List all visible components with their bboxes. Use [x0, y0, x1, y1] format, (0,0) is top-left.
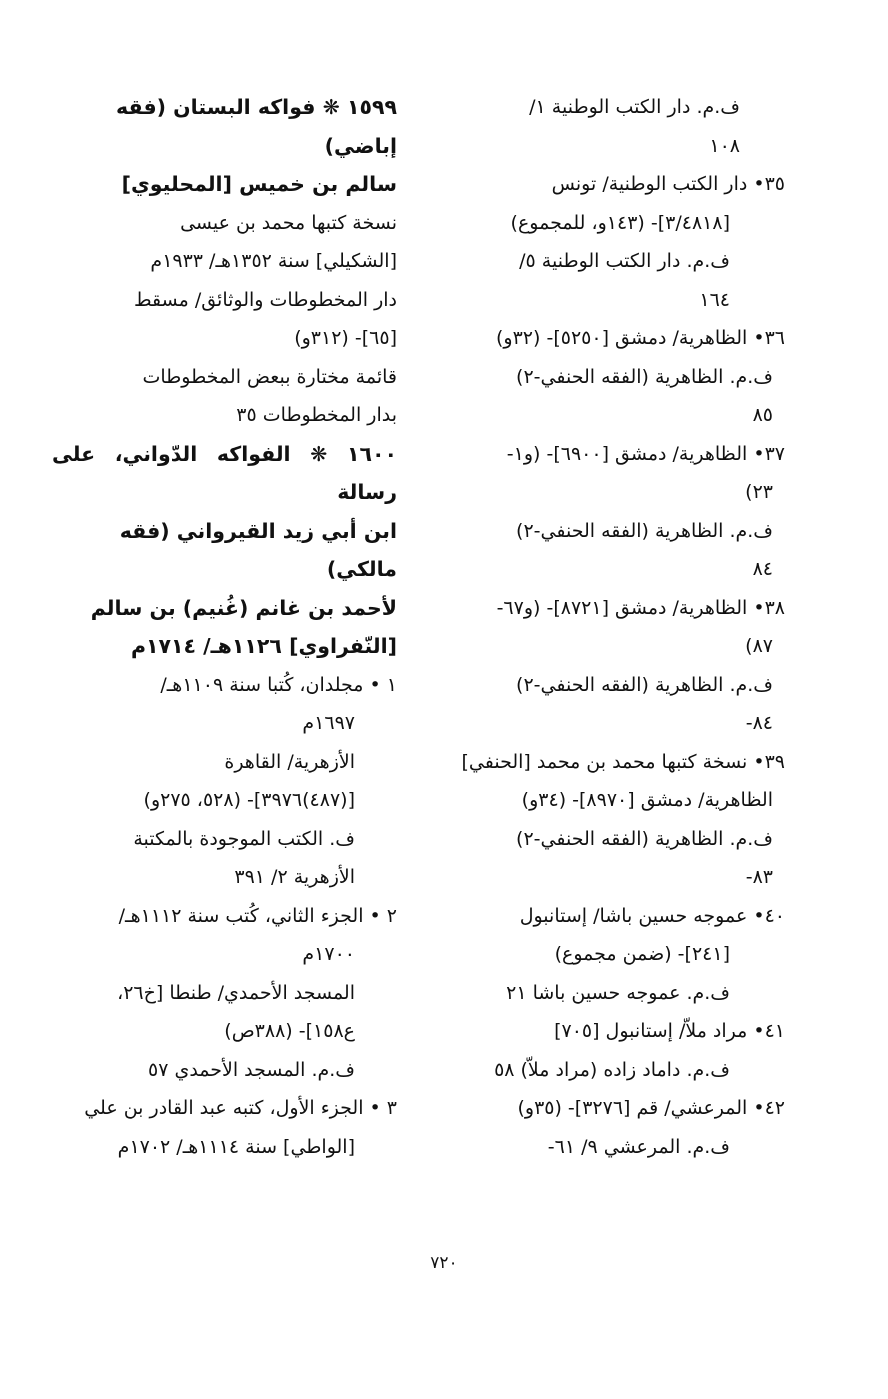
left-column-line: لأحمد بن غانم (غُنيم) بن سالم [90, 595, 397, 620]
right-column-line: ف.م. عموجه حسين باشا ٢١ [506, 981, 730, 1004]
right-column-line: ٣٨• الظاهرية/ دمشق [٨٧٢١]- (و٦٧- [496, 596, 785, 619]
left-column-line: الأزهرية ٢/ ٣٩١ [234, 866, 355, 888]
right-column-line: ف.م. الظاهرية (الفقه الحنفي-٢) [516, 827, 773, 850]
left-column-line: ١٥٩٩ ❋ فواكه البستان (فقه [116, 95, 397, 119]
right-column-line: ٨٥ [752, 404, 773, 426]
right-column-line: ف.م. الظاهرية (الفقه الحنفي-٢) [516, 365, 773, 388]
left-column-line: [(٤٨٧)٣٩٧٦]- (٥٢٨، ٢٧٥و) [143, 789, 355, 811]
left-column-line: المسجد الأحمدي/ طنطا [خ٢٦، [117, 981, 355, 1004]
left-column-line: دار المخطوطات والوثائق/ مسقط [134, 288, 397, 311]
left-column-line: [الشكيلي] سنة ١٣٥٢هـ/ ١٩٣٣م [150, 250, 397, 272]
left-column-line: ١٦٩٧م [302, 712, 355, 734]
left-column-line: [النّفراوي] ١١٢٦هـ/ ١٧١٤م [130, 634, 397, 658]
right-column-line: ف.م. الظاهرية (الفقه الحنفي-٢) [516, 519, 773, 542]
right-column-line: ٨٣- [745, 866, 773, 888]
right-column-line: [٣/٤٨١٨]- (١٤٣و، للمجموع) [510, 211, 730, 234]
right-column-line: ١٦٤ [699, 288, 730, 311]
left-column-line: بدار المخطوطات ٣٥ [236, 404, 397, 426]
right-column-line: ٨٤- [745, 712, 773, 734]
right-column-line: ٤١• مراد ملاّ/ إستانبول [٧٠٥] [554, 1020, 785, 1042]
right-column-line: ف.م. الظاهرية (الفقه الحنفي-٢) [516, 673, 773, 696]
right-column-line: ف.م. دار الكتب الوطنية ٥/ [519, 250, 730, 272]
left-column-line: ٣ • الجزء الأول، كتبه عبد القادر بن علي [84, 1097, 397, 1119]
left-column-line: [٦٥]- (٣١٢و) [294, 327, 397, 349]
left-column-line: نسخة كتبها محمد بن عيسى [180, 211, 397, 234]
right-column-line: ١٠٨ [709, 134, 740, 157]
left-column-line: إباضي) [324, 133, 397, 158]
right-column-line: ٨٧) [745, 635, 773, 657]
right-column-line: ف.م. المرعشي ٩/ ٦١- [547, 1135, 730, 1158]
left-column-line: ف.م. المسجد الأحمدي ٥٧ [147, 1058, 355, 1081]
left-column-line: قائمة مختارة ببعض المخطوطات [142, 365, 397, 388]
left-column-line: ف. الكتب الموجودة بالمكتبة [133, 827, 355, 850]
right-column-line: ف.م. دار الكتب الوطنية ١/ [529, 96, 740, 118]
right-column-line: ٨٤ [752, 558, 773, 580]
right-column-line: ٣٥• دار الكتب الوطنية/ تونس [551, 173, 785, 195]
page-number: ٧٢٠ [430, 1253, 458, 1273]
right-column-line: ٣٦• الظاهرية/ دمشق [٥٢٥٠]- (٣٢و) [496, 327, 785, 349]
right-column-line: ٤٠• عموجه حسين باشا/ إستانبول [519, 904, 785, 927]
left-column-line: [الواطي] سنة ١١١٤هـ/ ١٧٠٢م [117, 1135, 355, 1158]
left-column-line: ع١٥٨]- (٣٨٨ص) [224, 1020, 355, 1042]
left-column-line: مالكي) [326, 557, 397, 581]
right-column-line: ٤٢• المرعشي/ قم [٣٢٧٦]- (٣٥و) [517, 1097, 785, 1119]
right-column-line: ٢٣) [745, 481, 773, 503]
right-column-line: ٣٧• الظاهرية/ دمشق [٦٩٠٠]- (و١- [506, 442, 785, 465]
right-column-line: ٣٩• نسخة كتبها محمد بن محمد [الحنفي] [461, 750, 785, 773]
right-column-line: الظاهرية/ دمشق [٨٩٧٠]- (٣٤و) [521, 789, 773, 811]
left-column-line: ١ • مجلدان، كُتبا سنة ١١٠٩هـ/ [160, 673, 397, 696]
right-column-line: ف.م. داماد زاده (مراد ملاّ) ٥٨ [494, 1058, 730, 1081]
right-column [440, 88, 785, 1166]
left-column-line: الأزهرية/ القاهرة [224, 750, 355, 773]
left-column-line: ابن أبي زيد القيرواني (فقه [119, 518, 397, 543]
left-column-line: ١٧٠٠م [302, 943, 355, 965]
left-column-line: ١٦٠٠ ❋ الفواكه الدّواني، على رسالة [52, 441, 397, 504]
left-column-line: سالم بن خميس [المحليوي] [121, 172, 397, 196]
left-column-line: ٢ • الجزء الثاني، كُتب سنة ١١١٢هـ/ [118, 904, 397, 927]
left-column [52, 88, 397, 1166]
right-column-line: [٢٤١]- (ضمن مجموع) [554, 943, 730, 965]
